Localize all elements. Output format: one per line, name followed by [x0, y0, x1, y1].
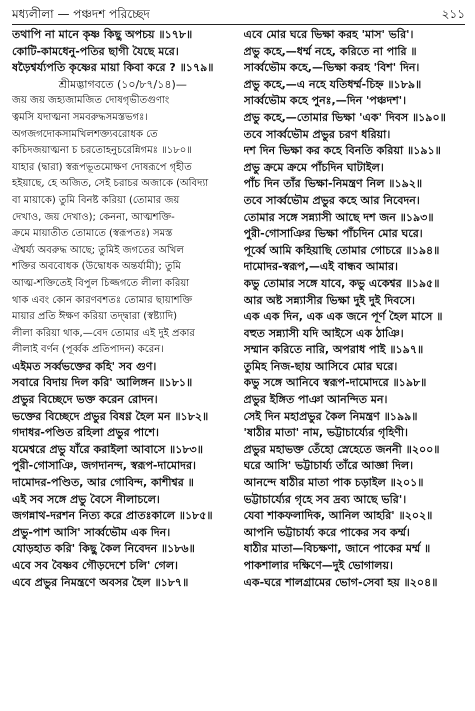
left-column-line: যোড়হাত করি' কিছু কৈল নিবেদন ॥১৮৬॥ [12, 542, 195, 556]
right-column-line: তবে সার্ব্বভৌম প্রভুর কহে আর নিবেদন। [243, 193, 420, 207]
right-column-line: পাঁচ দিন তাঁর ভিক্ষা-নিমন্ত্রণ নিল ॥১৯২॥ [243, 177, 423, 191]
right-column-line: ঘরে আসি' ভট্টাচার্য্য তাঁরে আজ্ঞা দিল। [243, 459, 414, 473]
right-column-line: দশ দিন ভিক্ষা কর কহে বিনতি করিয়া ॥১৯১॥ [243, 144, 441, 158]
right-column-line: যেবা শাকফলাদিক, আনিল আহরি' ॥২০২॥ [243, 509, 433, 523]
right-column-line: ষাঠীর মাতা—বিচক্ষণা, জানে পাকের মর্ম্ম ॥ [243, 542, 431, 556]
right-column-line: আর অষ্ট সন্ন্যাসীর ভিক্ষা দুই দুই দিবসে। [243, 293, 415, 307]
left-column-line: দেখাও, জয় দেখাও); কেননা, আত্মশক্তি- [12, 211, 175, 223]
right-column [244, 27, 466, 591]
left-column-line: থাক এবং কোন কারণবশতঃ তোমার ছায়াশক্তি [12, 294, 193, 306]
left-column-line: জয় জয় জহ্যজামজিত দোষগৃভীতগুণাং [12, 95, 170, 107]
left-column-line: কোটি-কামধেনু-পতির ছাগী যৈছে মরে। [12, 44, 179, 58]
right-column-line: সম্মান করিতে নারি, অপরাধ পাই ॥১৯৭॥ [243, 343, 424, 357]
left-column-line: প্রভুর বিচ্ছেদে ভক্ত করেন রোদন। [12, 393, 158, 407]
left-column-line: ভক্তের বিচ্ছেদে প্রভুর বিষণ্ণ হৈল মন ॥১৮২॥ [12, 409, 209, 423]
right-column-line: পুরী-গোসাঞির ভিক্ষা পাঁচদিন মোর ঘরে। [243, 227, 423, 241]
right-column-line: তবে সার্ব্বভৌম প্রভুর চরণ ধরিয়া। [243, 127, 391, 141]
left-column-line: প্রভু-পাশ আসি' সার্ব্বভৌম এক দিন। [12, 525, 171, 539]
running-header [12, 6, 465, 22]
right-column-line: 'ষাঠীর মাতা' নাম, ভট্টাচার্য্যের গৃহিণী। [243, 426, 408, 440]
left-column [12, 27, 234, 591]
left-column-line: যাহার (দ্বারা) স্বরূপভূতমোক্ষণ দোষরূপে গৃহীত [12, 161, 192, 173]
left-column-line: শক্তির অববোধক (উদ্বোধক অন্তর্যামী); তুমি [12, 261, 181, 273]
left-column-line: ক্রমে মায়াতীত তোমাতে (স্বরূপতঃ) সমস্ত [12, 228, 173, 240]
left-column-line: বা মায়াকে) তুমি বিনষ্ট করিয়া (তোমার জয় [12, 194, 180, 206]
running-title: মধ্যলীলা — পঞ্চদশ পরিচ্ছেদ [12, 7, 150, 21]
right-column-line: এবে মোর ঘরে ভিক্ষা করহ 'মাস' ভরি'। [243, 28, 414, 41]
right-column-line: তোমার সঙ্গে সন্ন্যাসী আছে দশ জন ॥১৯৩॥ [243, 210, 434, 224]
left-column-line: তথাপি না মানে কৃষ্ণ কিছু অপচয় ॥১৭৮॥ [12, 28, 193, 41]
right-column-line: সার্ব্বভৌম কহে পুনঃ,—দিন 'পঞ্চদশ'। [243, 94, 407, 108]
left-column-line: লীলা করিয়া থাক,—বেদ তোমার এই দুই প্রকার [12, 327, 195, 339]
left-column-line: যমেশ্বরে প্রভু যাঁরে করাইলা আবাসে ॥১৮৩॥ [12, 442, 203, 456]
right-column-line: সেই দিন মহাপ্রভুর কৈল নিমন্ত্রণ ॥১৯৯॥ [243, 409, 418, 423]
right-column-line: প্রভু কহে,—ধর্ম্ম নহে, করিতে না পারি ॥ [243, 44, 417, 58]
left-column-line: আত্ম-শক্তিতেই বিপুল চিজ্জগতে লীলা করিয়া [12, 277, 190, 289]
right-column-line: এক-ঘরে শালগ্রামের ভোগ-সেবা হয় ॥২০৪॥ [243, 575, 438, 589]
right-column-line: প্রভু ক্রমে ক্রমে পাঁচদিন ঘাটাইল। [243, 160, 384, 174]
left-column-line: ত্বমসি যদাত্মনা সমবরুদ্ধসমস্তভগঃ। [12, 111, 148, 123]
right-column-line: প্রভু কহে,—তোমার ভিক্ষা 'এক' দিবস ॥১৯০॥ [243, 110, 446, 124]
right-column-line: পাকশালার দক্ষিণে—দুই ভোগালয়। [243, 559, 393, 572]
left-column-line: এবে প্রভুর নিমন্ত্রণে অবসর হৈল ॥১৮৭॥ [12, 575, 189, 589]
right-column-line: এক এক দিন, এক এক জনে পূর্ণ হৈল মাসে ॥ [243, 310, 443, 324]
right-column-line: দামোদর-স্বরূপ,—এই বান্ধব আমার। [243, 260, 398, 274]
right-column-line: সার্ব্বভৌম কহে,—ভিক্ষা করহ 'বিশ' দিন। [243, 61, 420, 75]
left-column-line: এইমত সর্ব্বভক্তের কহি' সব গুণ। [12, 359, 157, 373]
right-column-line: আনন্দে ষাঠীর মাতা পাক চড়াইল ॥২০১॥ [243, 476, 424, 490]
right-column-line: কভু সঙ্গে আনিবে স্বরূপ-দামোদরে ॥১৯৮॥ [243, 376, 427, 390]
text-columns [12, 27, 465, 591]
right-column-line: কভু তোমার সঙ্গে যাবে, কভু একেশ্বর ॥১৯৫॥ [243, 276, 440, 290]
right-column-line: পূর্ব্বে আমি কহিয়াছি তোমার গোচরে ॥১৯৪॥ [243, 243, 440, 257]
left-column-line: পুরী-গোসাঞি, জগদানন্দ, স্বরূপ-দামোদর। [12, 459, 196, 473]
left-column-line: গদাধর-পণ্ডিত রহিলা প্রভুর পাশে। [12, 426, 159, 440]
left-column-line: এই সব সঙ্গে প্রভু বৈসে নীলাচলে। [12, 492, 160, 506]
right-column-line: প্রভুর মহাভক্ত তেঁহো স্নেহেতে জননী ॥২০০॥ [243, 442, 440, 456]
right-column-line: প্রভুর ইঙ্গিত পাঞা আনন্দিত মন। [243, 393, 388, 407]
right-column-line: প্রভু কহে,—এ নহে যতিধর্ম্ম-চিহ্ন ॥১৮৯॥ [243, 77, 422, 91]
header-rule [12, 24, 465, 25]
left-column-line: কচিদজয়াত্মনা চ চরতোহনুচরেন্নিগমঃ ॥১৮০॥ [12, 145, 192, 157]
left-column-line: এবে সব বৈষ্ণব গৌড়দেশে চলি' গেল। [12, 559, 178, 572]
left-column-line: হইয়াছে, হে অজিত, সেই চরাচর অজাকে (অবিদ্যা [12, 178, 209, 190]
left-column-line: অগজগদোকসামখিলশক্ত্যবরোধক তে [12, 128, 158, 140]
right-column-line: ভট্টাচার্য্যের গৃহে সব দ্রব্য আছে ভরি'। [243, 492, 407, 506]
right-column-line: তুমিহ নিজ-ছায় আসিবে মোর ঘরে। [243, 359, 398, 373]
right-column-line: বহুত সন্ন্যাসী যদি আইসে এক ঠাঞি। [243, 326, 404, 340]
left-column-line: ঐশ্বর্য্য অবরুদ্ধ আছে; তুমিই জগতের অখিল [12, 244, 184, 256]
left-column-line: দামোদর-পণ্ডিত, আর গোবিন্দ, কাশীশ্বর ॥ [12, 476, 194, 490]
left-column-line: লীলাই বর্ণন (পূর্ব্বক প্রতিপাদন) করেন। [12, 344, 164, 356]
left-column-line: মায়ার প্রতি ঈক্ষণ করিয়া তদ্দ্বারা (স্বষ্ট্যাদি) [12, 311, 178, 323]
left-column-line: জগন্নাথ-দরশন নিত্য করে প্রাতঃকালে ॥১৮৫॥ [12, 509, 213, 523]
left-column-line: ষড়ৈশ্বর্য্যপতি কৃষ্ণের মায়া কিবা করে ? ॥১৭৯॥ [12, 61, 214, 75]
page-number: ২১১ [441, 7, 465, 21]
left-column-line: শ্রীমদ্ভাগবতে (১০/৮৭/১৪)— [58, 77, 187, 91]
left-column-line: সবারে বিদায় দিল করি' আলিঙ্গন ॥১৮১॥ [12, 376, 193, 390]
right-column-line: আপনি ভট্টাচার্য্য করে পাকের সব কর্ম্ম। [243, 525, 410, 539]
